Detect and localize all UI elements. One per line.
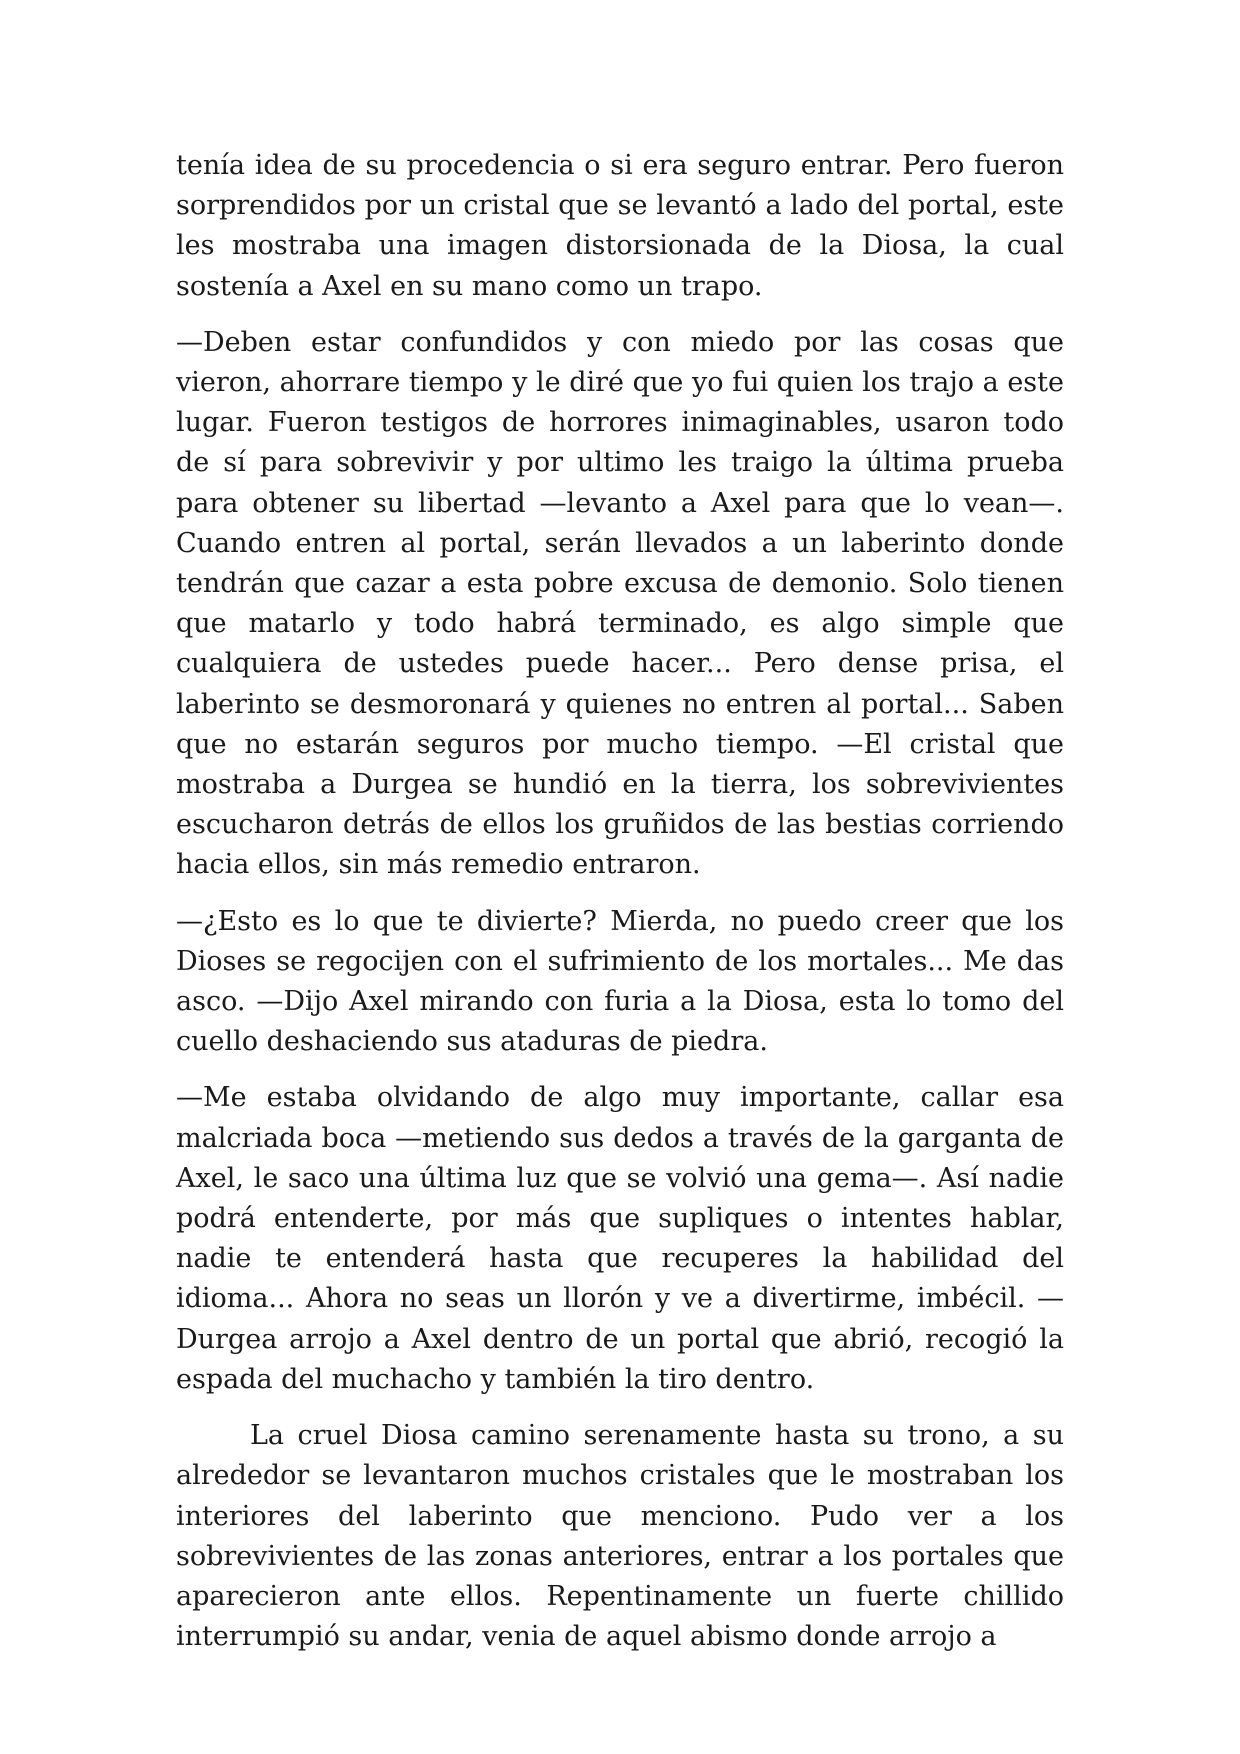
paragraph-4: —Me estaba olvidando de algo muy importante, callar esa malcriada boca —metiendo sus dedos a través de la garganta de Axel, le saco una última luz que se volvió una gema—. Así nadie podrá entenderte, por más que supliques o intentes hablar, nadie te entenderá hasta que recuperes la habilidad del idioma... Ahora no seas un llorón y ve a divertirme, imbécil. —Durgea arrojo a Axel dentro de un portal que abrió, recogió la espada del muchacho y también la tiro dentro. xyxy=(176,1082,1064,1395)
paragraph-1: tenía idea de su procedencia o si era seguro entrar. Pero fueron sorprendidos por un cristal que se levantó a lado del portal, este les mostraba una imagen distorsionada de la Diosa, la cual sostenía a Axel en su mano como un trapo. xyxy=(176,150,1064,302)
document-page xyxy=(176,146,1064,1673)
paragraph-3: —¿Esto es lo que te divierte? Mierda, no puedo creer que los Dioses se regocijen con el sufrimiento de los mortales... Me das asco. —Dijo Axel mirando con furia a la Diosa, esta lo tomo del cuello deshaciendo sus ataduras de piedra. xyxy=(176,905,1064,1058)
paragraph-2: —Deben estar confundidos y con miedo por las cosas que vieron, ahorrare tiempo y le diré que yo fui quien los trajo a este lugar. Fueron testigos de horrores inimaginables, usaron todo de sí para sobrevivir y por ultimo les traigo la última prueba para obtener su libertad —levanto a Axel para que lo vean—. Cuando entren al portal, serán llevados a un laberinto donde tendrán que cazar a esta pobre excusa de demonio. Solo tienen que matarlo y todo habrá terminado, es algo simple que cualquiera de ustedes puede hacer... Pero dense prisa, el laberinto se desmoronará y quienes no entren al portal... Saben que no estarán seguros por mucho tiempo. —El cristal que mostraba a Durgea se hundió en la tierra, los sobrevivientes escucharon detrás de ellos los gruñidos de las bestias corriendo hacia ellos, sin más remedio entraron. xyxy=(176,326,1064,881)
paragraph-5: La cruel Diosa camino serenamente hasta su trono, a su alrededor se levantaron muchos cristales que le mostraban los interiores del laberinto que menciono. Pudo ver a los sobrevivientes de las zonas anteriores, entrar a los portales que aparecieron ante ellos. Repentinamente un fuerte chillido interrumpió su andar, venia de aquel abismo donde arrojo a xyxy=(176,1420,1064,1653)
